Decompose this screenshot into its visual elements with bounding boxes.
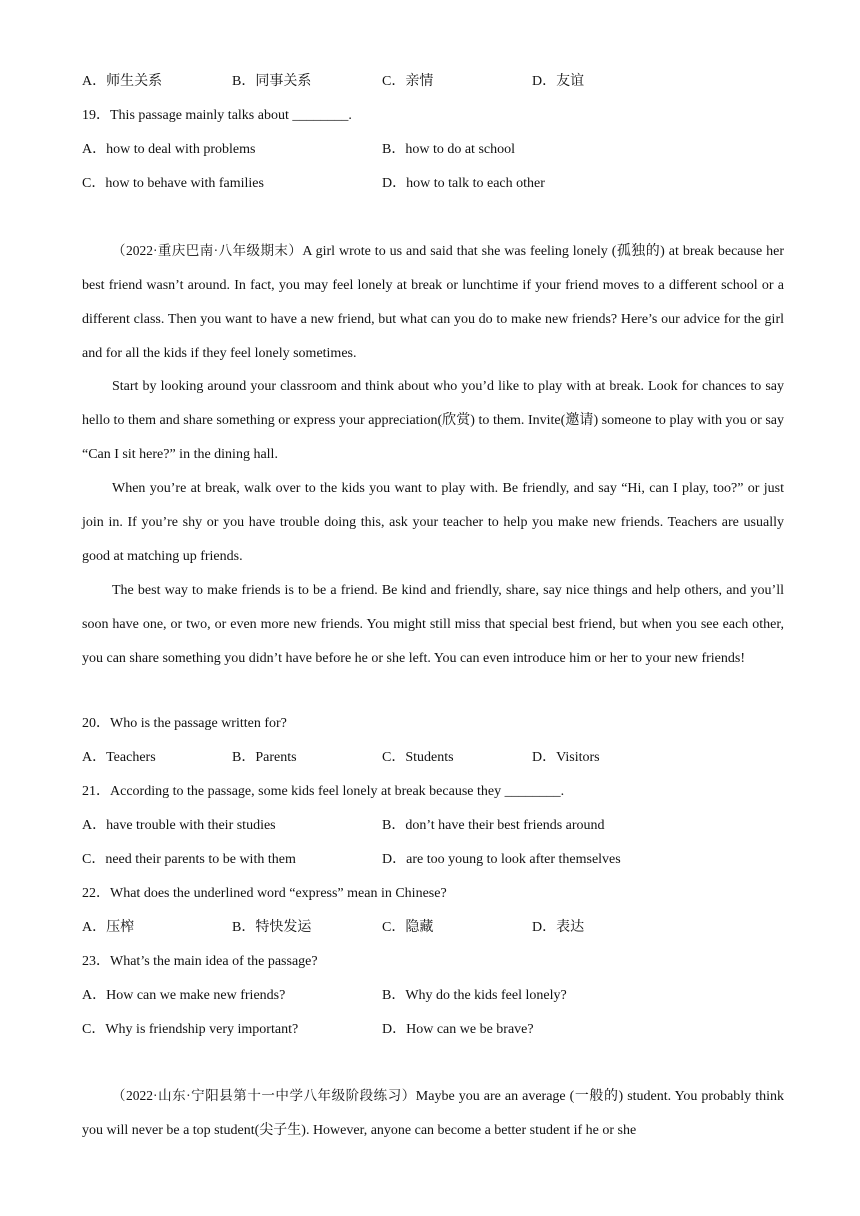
q18-option-c: C．亲情 bbox=[382, 74, 434, 89]
q19-option-a: A．how to deal with problems bbox=[82, 142, 256, 157]
q19-stem: 19．This passage mainly talks about ________. bbox=[82, 108, 352, 123]
q19-option-b: B．how to do at school bbox=[382, 142, 515, 157]
q20-option-b: B．Parents bbox=[232, 750, 297, 765]
q22-option-a: A．压榨 bbox=[82, 920, 135, 935]
passage1-paragraph-3: When you’re at break, walk over to the kids you want to play with. Be friendly, and say “Hi, can I play, too?” or just join in. If you’re shy or you have trouble doing this, ask your teacher to help you make new friends. Teachers are usually good at matching up friends. bbox=[82, 481, 784, 564]
q23-option-c: C．Why is friendship very important? bbox=[82, 1022, 299, 1037]
passage1-paragraph-1-text: A girl wrote to us and said that she was feeling lonely (孤独的) at break because her best friend wasn’t around. In fact, you may feel lonely at break or lunchtime if your friend moves to a different school or a different class. Then you want to have a new friend, but what can you do to make new friends? Here’s our advice for the girl and for all the kids if they feel lonely sometimes. bbox=[82, 244, 784, 361]
q19-option-c: C．how to behave with families bbox=[82, 176, 264, 191]
q22-option-b: B．特快发运 bbox=[232, 920, 312, 935]
passage1-paragraph-2: Start by looking around your classroom and think about who you’d like to play with at break. Look for chances to say hello to them and share something or express your appreciation(欣赏) to them. Invite(邀请) someone to play with you or say “Can I sit here?” in the dining hall. bbox=[82, 379, 784, 462]
passage1-source: （2022·重庆巴南·八年级期末） bbox=[112, 243, 303, 258]
q21-stem: 21．According to the passage, some kids feel lonely at break because they ________. bbox=[82, 784, 565, 799]
q21-option-c: C．need their parents to be with them bbox=[82, 852, 296, 867]
q23-option-d: D．How can we be brave? bbox=[382, 1022, 534, 1037]
q23-option-b: B．Why do the kids feel lonely? bbox=[382, 988, 567, 1003]
q21-option-b: B．don’t have their best friends around bbox=[382, 818, 605, 833]
passage2-text: Maybe you are an average (一般的) student. You probably think you will never be a top student(尖子生). However, anyone can become a better student if he or she bbox=[82, 1089, 784, 1138]
q21-option-d: D．are too young to look after themselves bbox=[382, 852, 621, 867]
passage2-paragraph-1 bbox=[82, 1079, 784, 1148]
q18-option-d: D．友谊 bbox=[532, 74, 585, 89]
q19-option-d: D．how to talk to each other bbox=[382, 176, 545, 191]
passage2-source: （2022·山东·宁阳县第十一中学八年级阶段练习） bbox=[112, 1088, 416, 1103]
q22-option-d: D．表达 bbox=[532, 920, 585, 935]
passage1-paragraph-1 bbox=[82, 234, 784, 371]
q21-option-a: A．have trouble with their studies bbox=[82, 818, 276, 833]
q18-option-a: A．师生关系 bbox=[82, 74, 163, 89]
q22-option-c: C．隐藏 bbox=[382, 920, 434, 935]
q20-option-a: A．Teachers bbox=[82, 750, 156, 765]
q22-stem: 22．What does the underlined word “express” mean in Chinese? bbox=[82, 886, 447, 901]
q23-option-a: A．How can we make new friends? bbox=[82, 988, 286, 1003]
q20-stem: 20．Who is the passage written for? bbox=[82, 716, 287, 731]
passage1-paragraph-4: The best way to make friends is to be a friend. Be kind and friendly, share, say nice things and help others, and you’ll soon have one, or two, or even more new friends. You might still miss that special best friend, but when you see each other, you can share something you didn’t have before he or she left. You can even introduce him or her to your new friends! bbox=[82, 583, 784, 666]
q20-option-c: C．Students bbox=[382, 750, 454, 765]
q20-option-d: D．Visitors bbox=[532, 750, 600, 765]
q18-option-b: B．同事关系 bbox=[232, 74, 312, 89]
q23-stem: 23．What’s the main idea of the passage? bbox=[82, 954, 318, 969]
